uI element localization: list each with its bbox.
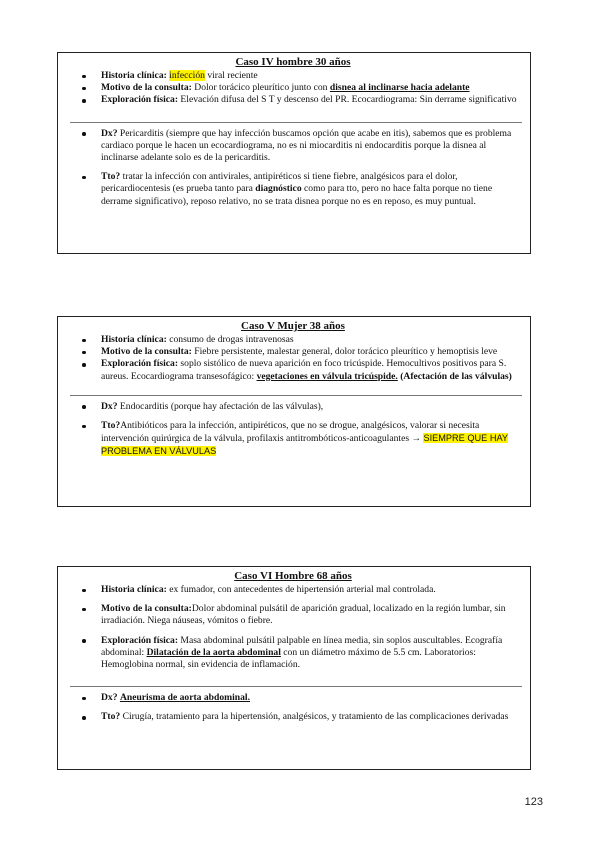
exploracion-text: soplo sistólico de nueva aparición en foco tricúspide. Hemocultivos positivos para S. aureus. Ecocardiograma transesofágico: bbox=[101, 358, 507, 382]
historia-text: ex fumador, con antecedentes de hipertensión arterial mal controlada. bbox=[166, 584, 436, 595]
case-vi-historia bbox=[64, 584, 522, 596]
historia-label: Historia clínica: bbox=[101, 70, 167, 81]
motivo-text: Dolor abdominal pulsátil de aparición gradual, localizado en la región lumbar, sin irradiación. Niega náuseas, vómitos o fiebre. bbox=[101, 603, 506, 627]
motivo-text: Dolor torácico pleurítico junto con bbox=[191, 82, 330, 94]
case-v-findings bbox=[64, 334, 522, 383]
case-vi-title: Caso VI Hombre 68 años bbox=[234, 570, 352, 582]
section-divider bbox=[70, 122, 522, 123]
case-v-box bbox=[57, 316, 531, 507]
dx-diagnosis: Aneurisma de aorta abdominal. bbox=[119, 692, 250, 704]
case-iv-exploracion bbox=[64, 94, 522, 106]
case-iv-findings bbox=[64, 70, 522, 107]
case-vi-motivo bbox=[64, 603, 522, 627]
tto-text-cont: como para tto, pero no hace falta porque no tiene derrame significativo), reposo relativo, no se trata disnea porque no es en reposo, es muy puntual. bbox=[101, 183, 493, 207]
motivo-key-finding: disnea al inclinarse hacia adelante bbox=[329, 82, 470, 94]
case-v-historia bbox=[64, 334, 522, 346]
exploracion-text-cont: con un diámetro máximo de 5.5 cm. Laboratorios: Hemoglobina normal, sin evidencia de inflamación. bbox=[101, 646, 476, 671]
highlighted-warning: SIEMPRE QUE HAY PROBLEMA EN VÁLVULAS bbox=[101, 433, 509, 457]
tto-label: Tto? bbox=[101, 420, 121, 432]
tto-bold-term: diagnóstico bbox=[255, 183, 302, 195]
case-v-dx bbox=[64, 401, 522, 413]
tto-label: Tto? bbox=[101, 171, 121, 183]
dx-text: Pericarditis (siempre que hay infección buscamos opción que acabe en itis), sabemos que es problema cardiaco porque le hacen un ecocardiograma, no es ni miocarditis ni endocarditis porque la disnea al inclinarse adelante solo es de la pericarditis. bbox=[101, 127, 512, 164]
case-iv-answers bbox=[64, 128, 522, 208]
case-v-answers bbox=[64, 401, 522, 459]
tto-text: Antibióticos para la infección, antipiréticos, que no se drogue, analgésicos, valorar si necesita intervención quirúrgica de la válvula, profilaxis antitrombóticos-anticoagulantes → bbox=[101, 420, 480, 445]
motivo-label: Motivo de la consulta: bbox=[101, 82, 192, 94]
section-divider bbox=[70, 686, 522, 687]
case-iv-motivo bbox=[64, 82, 522, 94]
case-v-motivo bbox=[64, 346, 522, 358]
exploracion-label: Exploración física: bbox=[101, 94, 179, 106]
case-vi-exploracion bbox=[64, 635, 522, 672]
case-iv-historia bbox=[64, 70, 522, 82]
tto-text: Cirugía, tratamiento para la hipertensión, analgésicos, y tratamiento de las complicaciones derivadas bbox=[120, 711, 509, 723]
exploracion-text: Elevación difusa del S T y descenso del PR. Ecocardiograma: Sin derrame significativo bbox=[178, 94, 517, 106]
exploracion-label: Exploración física: bbox=[101, 358, 179, 370]
motivo-label: Motivo de la consulta: bbox=[101, 346, 192, 358]
historia-text: consumo de drogas intravenosas bbox=[166, 334, 294, 345]
case-iv-dx bbox=[64, 128, 522, 165]
historia-label: Historia clínica: bbox=[101, 334, 167, 345]
tto-label: Tto? bbox=[101, 711, 121, 723]
motivo-label: Motivo de la consulta: bbox=[101, 603, 192, 615]
historia-text: viral reciente bbox=[204, 70, 258, 81]
highlighted-term: infección bbox=[169, 70, 205, 81]
case-iv-tto bbox=[64, 171, 522, 208]
case-v-tto bbox=[64, 420, 522, 459]
dx-text: Endocarditis (porque hay afectación de las válvulas), bbox=[117, 400, 324, 412]
case-v-exploracion bbox=[64, 358, 522, 382]
tto-text: tratar la infección con antivirales, antipiréticos si tiene fiebre, analgésicos para el dolor, pericardiocentesis (es prueba tanto para bbox=[101, 171, 458, 195]
exploracion-text: Masa abdominal pulsátil palpable en línea media, sin soplos auscultables. Ecografía abdominal: bbox=[101, 634, 503, 658]
section-divider bbox=[70, 395, 522, 396]
case-vi-tto bbox=[64, 711, 522, 723]
historia-label: Historia clínica: bbox=[101, 584, 167, 595]
exploracion-key-finding: Dilatación de la aorta abdominal bbox=[146, 646, 281, 658]
motivo-text: Fiebre persistente, malestar general, dolor torácico pleurítico y hemoptisis leve bbox=[191, 346, 498, 358]
case-vi-findings bbox=[64, 584, 522, 671]
dx-label: Dx? bbox=[101, 692, 118, 704]
page-number: 123 bbox=[524, 796, 543, 808]
case-iv-title: Caso IV hombre 30 años bbox=[235, 56, 351, 68]
dx-label: Dx? bbox=[101, 400, 118, 412]
exploracion-key-finding: vegetaciones en válvula tricúspide. bbox=[256, 370, 398, 382]
exploracion-bold-note: (Afectación de las válvulas) bbox=[397, 370, 512, 382]
case-iv-box bbox=[57, 52, 531, 254]
case-vi-dx bbox=[64, 692, 522, 704]
case-vi-answers bbox=[64, 692, 522, 723]
case-v-title: Caso V Mujer 38 años bbox=[241, 320, 345, 332]
case-vi-box bbox=[57, 566, 531, 770]
dx-label: Dx? bbox=[101, 127, 118, 139]
exploracion-label: Exploración física: bbox=[101, 634, 179, 646]
